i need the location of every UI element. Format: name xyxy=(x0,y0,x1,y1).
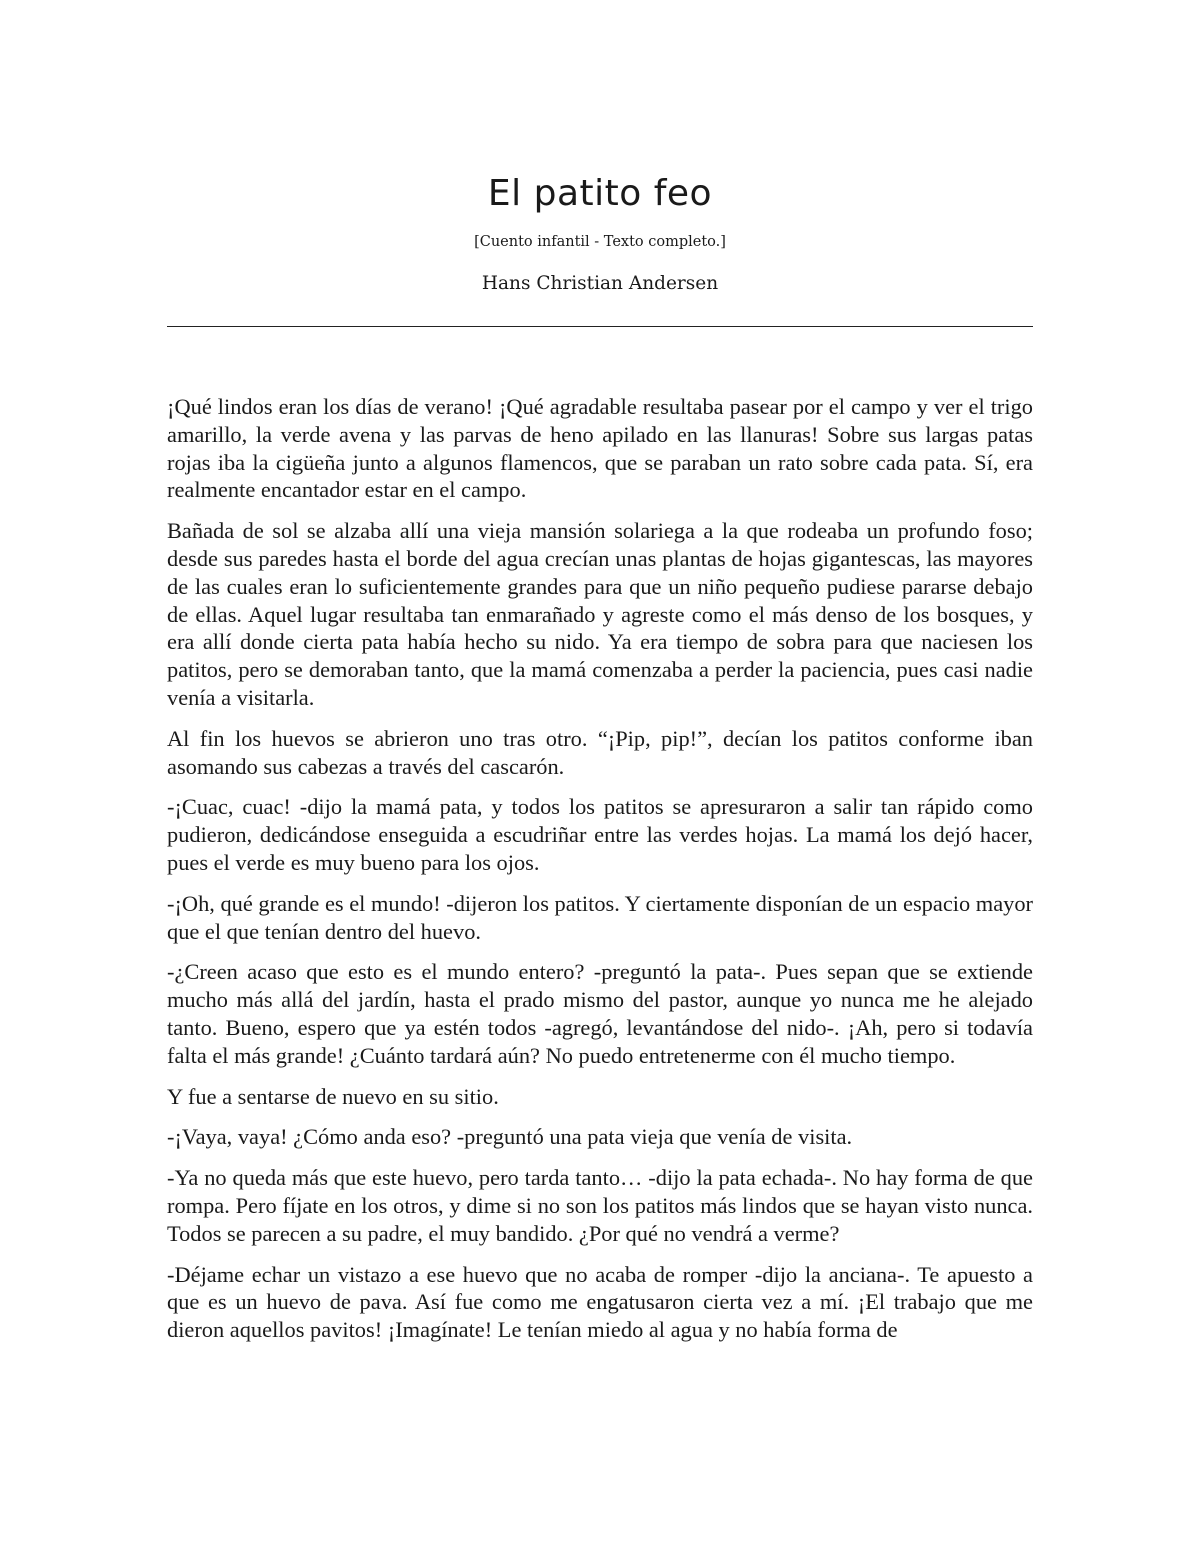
paragraph: -¿Creen acaso que esto es el mundo entero? -preguntó la pata-. Pues sepan que se extiende mucho más allá del jardín, hasta el prado mismo del pastor, aunque yo nunca me he alejado tanto. Bueno, espero que ya estén todos -agregó, levantándose del nido-. ¡Ah, pero si todavía falta el más grande! ¿Cuánto tardará aún? No puedo entretenerme con él mucho tiempo. xyxy=(167,959,1033,1068)
paragraph: Y fue a sentarse de nuevo en su sitio. xyxy=(167,1083,499,1109)
paragraph: -Déjame echar un vistazo a ese huevo que no acaba de romper -dijo la anciana-. Te apuesto a que es un huevo de pava. Así fue como me engatusaron cierta vez a mí. ¡El trabajo que me dieron aquellos pavitos! ¡Imagínate! Le tenían miedo al agua y no había forma de xyxy=(167,1261,1033,1343)
horizontal-rule xyxy=(167,326,1033,327)
document-author: Hans Christian Andersen xyxy=(481,273,719,294)
paragraph: -¡Cuac, cuac! -dijo la mamá pata, y todos los patitos se apresuraron a salir tan rápido como pudieron, dedicándose enseguida a escudriñar entre las verdes hojas. La mamá los dejó hacer, pues el verde es muy bueno para los ojos. xyxy=(167,794,1033,875)
paragraph: ¡Qué lindos eran los días de verano! ¡Qué agradable resultaba pasear por el campo y ver el trigo amarillo, la verde avena y las parvas de heno apilado en las llanuras! Sobre sus largas patas rojas iba la cigüeña junto a algunos flamencos, que se paraban un rato sobre cada pata. Sí, era realmente encantador estar en el campo. xyxy=(167,394,1033,503)
document-title: El patito feo xyxy=(487,173,713,214)
document-subtitle: [Cuento infantil - Texto completo.] xyxy=(474,234,726,250)
paragraph: -¡Oh, qué grande es el mundo! -dijeron los patitos. Y ciertamente disponían de un espacio mayor que el que tenían dentro del huevo. xyxy=(167,890,1033,944)
paragraph: Bañada de sol se alzaba allí una vieja mansión solariega a la que rodeaba un profundo foso; desde sus paredes hasta el borde del agua crecían unas plantas de hojas gigantescas, las mayores de las cuales eran lo suficientemente grandes para que un niño pequeño pudiese pararse debajo de ellas. Aquel lugar resultaba tan enmarañado y agreste como el más denso de los bosques, y era allí donde cierta pata había hecho su nido. Ya era tiempo de sobra para que naciesen los patitos, pero se demoraban tanto, que la mamá comenzaba a perder la paciencia, pues casi nadie venía a visitarla. xyxy=(167,518,1033,710)
paragraph: -Ya no queda más que este huevo, pero tarda tanto… -dijo la pata echada-. No hay forma de que rompa. Pero fíjate en los otros, y dime si no son los patitos más lindos que se hayan visto nunca. Todos se parecen a su padre, el muy bandido. ¿Por qué no vendrá a verme? xyxy=(167,1165,1033,1246)
paragraph: Al fin los huevos se abrieron uno tras otro. “¡Pip, pip!”, decían los patitos conforme iban asomando sus cabezas a través del cascarón. xyxy=(167,725,1033,779)
paragraph: -¡Vaya, vaya! ¿Cómo anda eso? -preguntó una pata vieja que venía de visita. xyxy=(167,1124,853,1150)
story-body xyxy=(167,393,1033,1357)
